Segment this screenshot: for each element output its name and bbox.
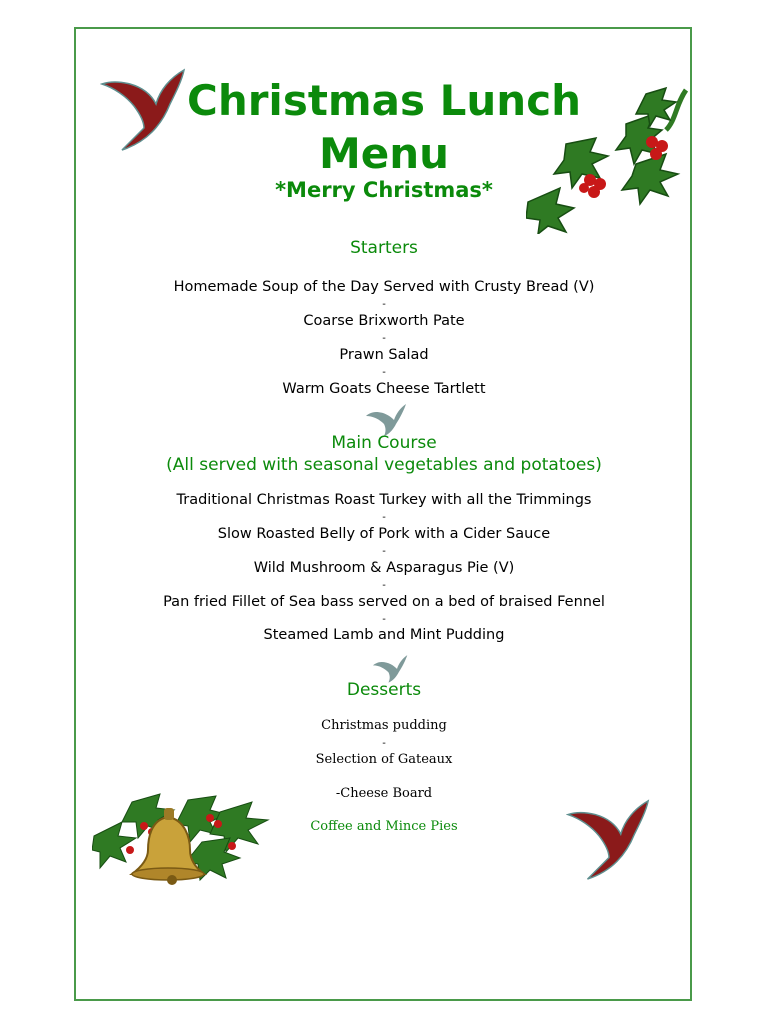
desserts-heading: Desserts <box>346 680 422 700</box>
separator: - <box>382 512 386 523</box>
main-course-item: Wild Mushroom & Asparagus Pie (V) <box>253 560 515 576</box>
grey-dove-icon-1 <box>366 402 408 436</box>
starter-item: Warm Goats Cheese Tartlett <box>282 381 486 397</box>
dessert-item: -Cheese Board <box>335 786 433 801</box>
separator: - <box>382 367 386 378</box>
starter-item: Homemade Soup of the Day Served with Crusty Bread (V) <box>173 279 595 295</box>
starter-item: Prawn Salad <box>339 347 429 363</box>
menu-title-line1: Christmas Lunch <box>187 76 581 125</box>
menu-subtitle: *Merry Christmas* <box>275 178 493 202</box>
starter-item: Coarse Brixworth Pate <box>303 313 465 329</box>
separator: - <box>382 614 386 625</box>
main-course-note: (All served with seasonal vegetables and potatoes) <box>166 455 602 475</box>
separator: - <box>382 299 386 310</box>
main-course-item: Slow Roasted Belly of Pork with a Cider Sauce <box>217 526 551 542</box>
menu-title-line2: Menu <box>318 129 450 178</box>
bell-holly-icon <box>92 792 270 888</box>
main-course-item: Steamed Lamb and Mint Pudding <box>263 627 505 643</box>
dessert-item: Christmas pudding <box>321 718 447 733</box>
red-dove-icon-bottom-right <box>566 796 654 882</box>
separator: - <box>382 333 386 344</box>
starters-heading: Starters <box>350 238 418 258</box>
separator: - <box>382 738 386 749</box>
separator: - <box>382 580 386 591</box>
dessert-item: Selection of Gateaux <box>315 752 453 767</box>
main-course-item: Pan fried Fillet of Sea bass served on a bed of braised Fennel <box>163 594 605 610</box>
separator: - <box>382 546 386 557</box>
main-course-item: Traditional Christmas Roast Turkey with all the Trimmings <box>176 492 592 508</box>
closing-line: Coffee and Mince Pies <box>310 819 458 834</box>
main-course-heading: Main Course <box>331 433 437 453</box>
